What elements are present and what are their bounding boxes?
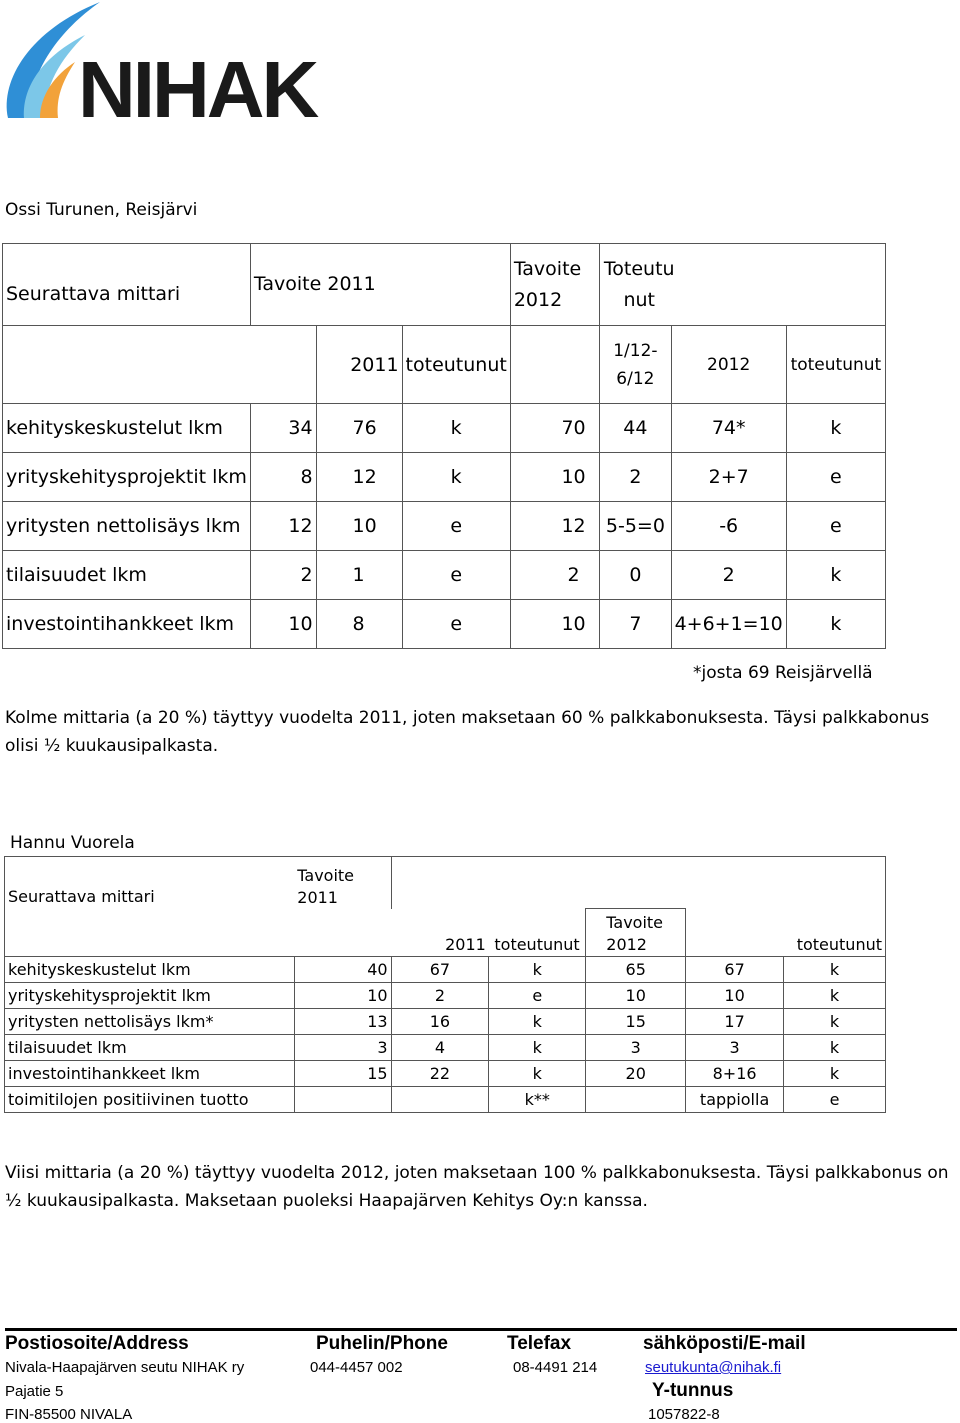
person-name: Ossi Turunen, Reisjärvi: [5, 200, 198, 220]
footer-phone: 044-4457 002: [310, 1359, 403, 1376]
sub-period: 1/12-6/12: [600, 326, 671, 404]
person-name-2: Hannu Vuorela: [10, 833, 135, 853]
table-row: yrityskehitysprojektit lkm 10 2 e 10 10 k: [5, 983, 886, 1009]
sub-2011-2: 2011: [445, 935, 486, 954]
footer-street: Pajatie 5: [5, 1383, 64, 1400]
footnote: *josta 69 Reisjärvellä: [693, 663, 873, 683]
table-row: tilaisuudet lkm 3 4 k 3 3 k: [5, 1035, 886, 1061]
table-row: investointihankkeet lkm 15 22 k 20 8+16 k: [5, 1061, 886, 1087]
table-row: investointihankkeet lkm 10 8 e 10 7 4+6+1=10 k: [3, 600, 886, 649]
footer-address-label: Postiosoite/Address: [5, 1333, 189, 1354]
header-toteutunut: Toteutu nut: [600, 244, 886, 326]
footer-fax: 08-4491 214: [513, 1359, 598, 1376]
sub-toteutunut: toteutunut: [402, 326, 510, 404]
table-row: kehityskeskustelut lkm 40 67 k 65 67 k: [5, 957, 886, 983]
table-row: tilaisuudet lkm 2 1 e 2 0 2 k: [3, 551, 886, 600]
header-mittari: Seurattava mittari: [3, 244, 251, 326]
bonus-note-2: Viisi mittaria (a 20 %) täyttyy vuodelta 2012, joten maksetaan 100 % palkkabonuksesta. Täysi palkkabonus on ½ kuukausipalkasta. Maksetaan puoleksi Haapajärven Kehitys Oy:n kanssa.: [5, 1163, 949, 1211]
sub-2012: 2012: [671, 326, 786, 404]
footer-org: Nivala-Haapajärven seutu NIHAK ry: [5, 1359, 245, 1376]
footer-divider: [5, 1328, 957, 1331]
header-mittari-2: Seurattava mittari: [5, 857, 295, 909]
footer-ytunnus: 1057822-8: [648, 1406, 720, 1423]
footer-email-label: sähköposti/E-mail: [643, 1333, 806, 1354]
table-row: toimitilojen positiivinen tuotto k** tappiolla e: [5, 1087, 886, 1113]
sub-tavoite-2012: Tavoite 2012: [586, 909, 686, 957]
header-tavoite-2011-2: Tavoite 2011: [294, 857, 391, 909]
table-row: yrityskehitysprojektit lkm 8 12 k 10 2 2+7 e: [3, 453, 886, 502]
metrics-table-2011: [2, 243, 886, 649]
footer-postal: FIN-85500 NIVALA: [5, 1406, 133, 1423]
table-row: kehityskeskustelut lkm 34 76 k 70 44 74* k: [3, 404, 886, 453]
footer-phone-label: Puhelin/Phone: [316, 1333, 448, 1354]
table-row: yritysten nettolisäys lkm 12 10 e 12 5-5=0 -6 e: [3, 502, 886, 551]
table-row: yritysten nettolisäys lkm* 13 16 k 15 17 k: [5, 1009, 886, 1035]
header-tavoite-2012: Tavoite 2012: [510, 244, 599, 326]
sub-toteutunut-2012-2: toteutunut: [784, 909, 886, 957]
metrics-table-2012: [4, 856, 886, 1113]
footer-fax-label: Telefax: [507, 1333, 572, 1354]
sub-2011: 2011: [316, 326, 402, 404]
logo-wordmark: NIHAK: [78, 45, 317, 134]
sub-toteutunut-2012: toteutunut: [786, 326, 885, 404]
bonus-note-1: Kolme mittaria (a 20 %) täyttyy vuodelta 2011, joten maksetaan 60 % palkkabonuksesta. Täysi palkkabonus olisi ½ kuukausipalkasta.: [5, 708, 930, 756]
footer-ytunnus-label: Y-tunnus: [652, 1380, 734, 1401]
footer-email-link[interactable]: seutukunta@nihak.fi: [645, 1359, 782, 1376]
header-tavoite-2011: Tavoite 2011: [250, 244, 510, 326]
sub-toteutunut-2: toteutunut: [494, 935, 580, 954]
